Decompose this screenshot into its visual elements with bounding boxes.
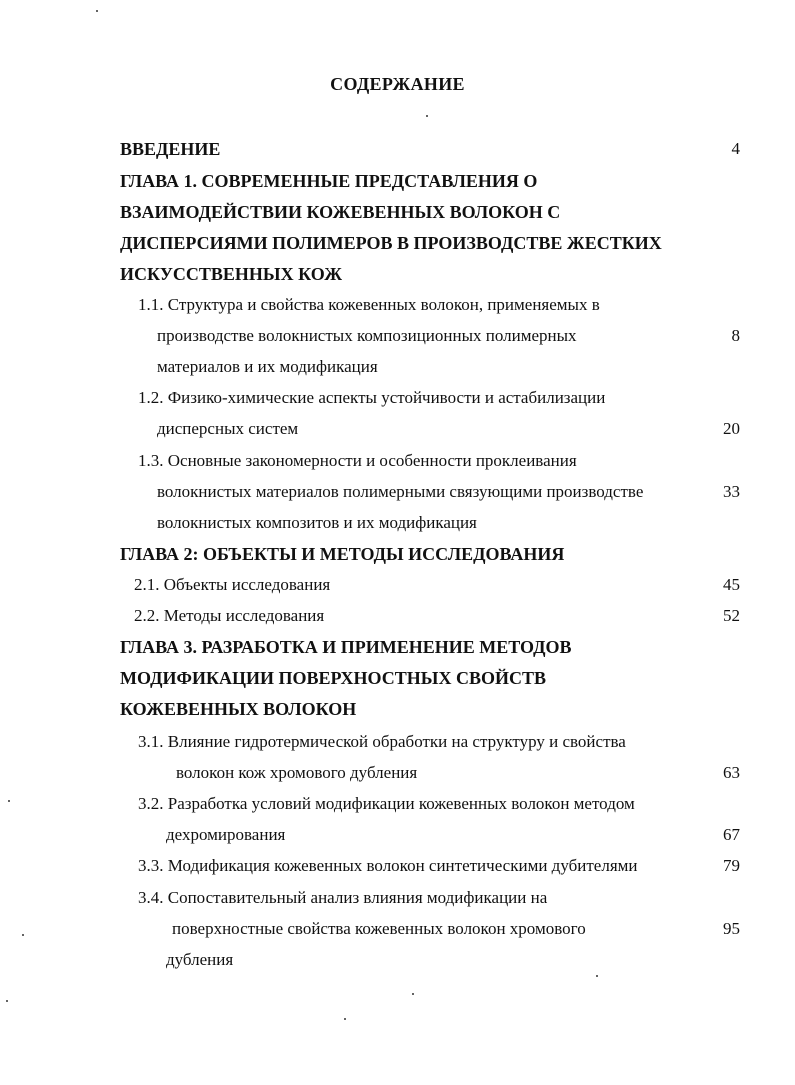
toc-page-number: 52 <box>723 606 740 625</box>
toc-section-3-2-line: 3.2. Разработка условий модификации кожевенных волокон методом <box>138 794 635 813</box>
page-title: СОДЕРЖАНИЕ <box>330 74 465 94</box>
toc-page-number: 45 <box>723 575 740 594</box>
toc-section-1-3-line: 1.3. Основные закономерности и особенности проклеивания <box>138 451 577 470</box>
toc-section-3-1-line: волокон кож хромового дубления <box>176 763 418 782</box>
toc-page-number: 33 <box>723 482 740 501</box>
scan-speck <box>8 800 10 802</box>
toc-section-3-3: 3.3. Модификация кожевенных волокон синтетическими дубителями <box>138 856 638 875</box>
toc-section-3-1-line: 3.1. Влияние гидротермической обработки на структуру и свойства <box>138 732 626 751</box>
scan-speck <box>412 993 414 995</box>
toc-page-number: 4 <box>731 139 740 158</box>
toc-section-1-3-line: волокнистых композитов и их модификация <box>157 513 477 532</box>
toc-page-number: 8 <box>731 326 740 345</box>
toc-page-number: 63 <box>723 763 740 782</box>
toc-chapter-1-line: ВЗАИМОДЕЙСТВИИ КОЖЕВЕННЫХ ВОЛОКОН С <box>120 202 561 222</box>
scan-speck <box>596 975 598 977</box>
scan-speck <box>96 10 98 12</box>
toc-section-1-1-line: 1.1. Структура и свойства кожевенных волокон, применяемых в <box>138 295 600 314</box>
toc-section-3-4-line: 3.4. Сопоставительный анализ влияния модификации на <box>138 888 548 907</box>
scan-speck <box>22 934 24 936</box>
toc-page-number: 20 <box>723 419 740 438</box>
toc-page-number: 95 <box>723 919 740 938</box>
toc-page-number: 67 <box>723 825 740 844</box>
toc-chapter-2: ГЛАВА 2: ОБЪЕКТЫ И МЕТОДЫ ИССЛЕДОВАНИЯ <box>120 544 565 564</box>
toc-chapter-1-line: ГЛАВА 1. СОВРЕМЕННЫЕ ПРЕДСТАВЛЕНИЯ О <box>120 171 538 191</box>
toc-chapter-3-line: ГЛАВА 3. РАЗРАБОТКА И ПРИМЕНЕНИЕ МЕТОДОВ <box>120 637 572 657</box>
toc-chapter-1-line: ДИСПЕРСИЯМИ ПОЛИМЕРОВ В ПРОИЗВОДСТВЕ ЖЕСТКИХ <box>120 233 662 253</box>
toc-section-1-3-line: волокнистых материалов полимерными связующими производстве <box>157 482 644 501</box>
toc-section-1-2-line: 1.2. Физико-химические аспекты устойчивости и астабилизации <box>138 388 606 407</box>
scan-speck <box>6 1000 8 1002</box>
toc-entry-intro: ВВЕДЕНИЕ <box>120 139 221 159</box>
toc-section-1-1-line: материалов и их модификация <box>157 357 378 376</box>
scan-speck <box>426 115 428 117</box>
toc-chapter-1-line: ИСКУССТВЕННЫХ КОЖ <box>120 264 343 284</box>
toc-page-number: 79 <box>723 856 740 875</box>
toc-section-2-1: 2.1. Объекты исследования <box>134 575 331 594</box>
toc-section-1-1-line: производстве волокнистых композиционных полимерных <box>157 326 577 345</box>
scan-speck <box>344 1018 346 1020</box>
toc-section-2-2: 2.2. Методы исследования <box>134 606 325 625</box>
toc-chapter-3-line: КОЖЕВЕННЫХ ВОЛОКОН <box>120 699 357 719</box>
toc-section-3-4-line: дубления <box>166 950 234 969</box>
toc-section-3-2-line: дехромирования <box>166 825 286 844</box>
toc-section-1-2-line: дисперсных систем <box>157 419 299 438</box>
toc-chapter-3-line: МОДИФИКАЦИИ ПОВЕРХНОСТНЫХ СВОЙСТВ <box>120 668 546 688</box>
toc-section-3-4-line: поверхностные свойства кожевенных волокон хромового <box>172 919 586 938</box>
